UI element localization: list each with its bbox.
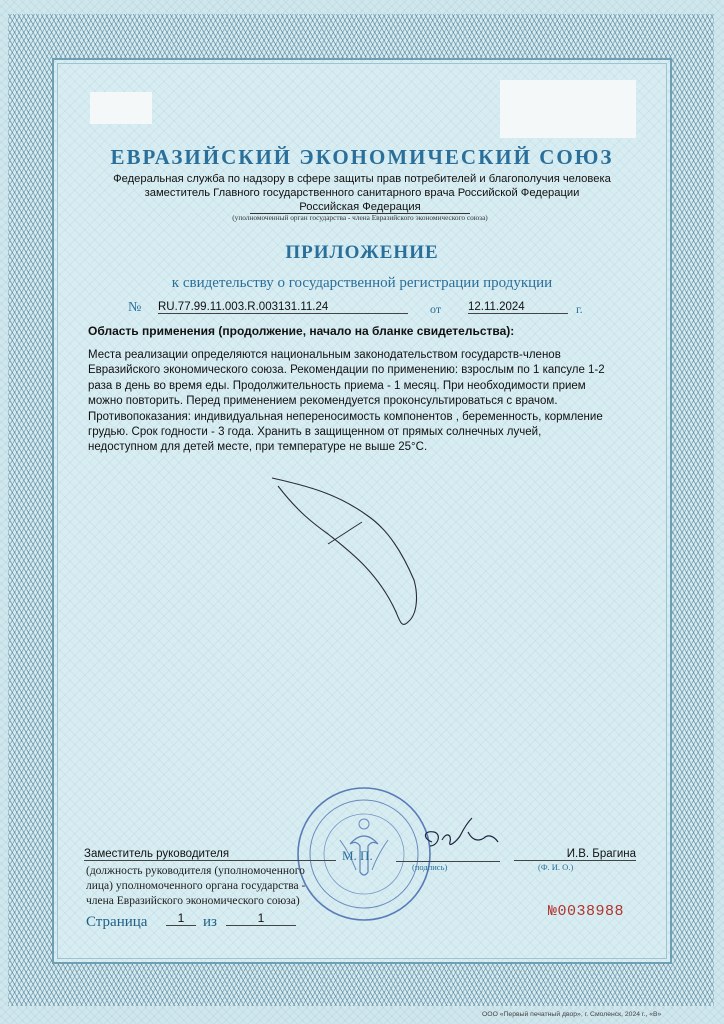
redaction-patch-right <box>500 80 636 138</box>
authority-caption: (уполномоченный орган государства - члена Евразийского экономического союза) <box>232 213 488 222</box>
number-label: № <box>128 300 142 315</box>
page-total: 1 <box>226 911 296 926</box>
printer-imprint: ООО «Первый печатный двор», г. Смоленск, 2024 г., «В» <box>482 1011 662 1018</box>
authority-line-1: Федеральная служба по надзору в сфере защиты прав потребителей и благополучия человека <box>113 173 611 185</box>
union-title: ЕВРАЗИЙСКИЙ ЭКОНОМИЧЕСКИЙ СОЮЗ <box>110 145 614 169</box>
signature-caption: (подпись) <box>412 862 448 872</box>
section-title: Область применения (продолжение, начало на бланке свидетельства): <box>88 324 515 338</box>
authority-line-2: заместитель Главного государственного санитарного врача Российской Федерации <box>144 187 580 199</box>
registration-date: 12.11.2024 <box>468 301 568 314</box>
page-of-label: из <box>203 914 217 930</box>
serial-number: №0038988 <box>548 903 625 920</box>
text-line: грудью. Срок годности - 3 года. Хранить в защищенном от прямых солнечных лучей, <box>88 426 542 439</box>
registration-number: RU.77.99.11.003.R.003131.11.24 <box>158 301 408 314</box>
text-line: можно повторить. Перед применением рекомендуется проконсультироваться с врачом. <box>88 395 558 408</box>
position-footnote-line: лица) уполномоченного органа государства - <box>86 880 306 892</box>
blank-cancel-signature <box>268 472 448 652</box>
seal-place-label: М. П. <box>342 848 373 863</box>
page-current: 1 <box>166 911 196 926</box>
year-label: г. <box>576 302 583 316</box>
signatory-position: Заместитель руководителя <box>84 848 336 861</box>
date-from-label: от <box>430 302 442 316</box>
redaction-patch-left <box>90 92 152 124</box>
signatory-name: И.В. Брагина <box>514 848 636 861</box>
position-footnote-line: (должность руководителя (уполномоченного <box>86 865 305 877</box>
text-line: недоступном для детей месте, при температуре не выше 25°С. <box>88 441 428 454</box>
application-text <box>88 348 648 456</box>
page-label: Страница <box>86 914 148 930</box>
name-caption: (Ф. И. О.) <box>538 862 574 872</box>
text-line: Места реализации определяются национальным законодательством государств-членов <box>88 349 561 361</box>
appendix-subtitle: к свидетельству о государственной регистрации продукции <box>171 275 553 291</box>
authority-country: Российская Федерация <box>250 201 470 214</box>
text-line: Противопоказания: индивидуальная непереносимость компонентов , беременность, кормление <box>88 410 603 423</box>
text-line: Евразийского экономического союза. Рекомендации по применению: взрослым по 1 капсуле 1-2 <box>88 364 605 377</box>
text-line: раза в день во время еды. Продолжительность приема - 1 месяц. При необходимости прием <box>88 379 586 392</box>
position-footnote-line: члена Евразийского экономического союза) <box>86 895 300 907</box>
appendix-title: ПРИЛОЖЕНИЕ <box>285 242 439 263</box>
official-signature <box>412 812 502 862</box>
